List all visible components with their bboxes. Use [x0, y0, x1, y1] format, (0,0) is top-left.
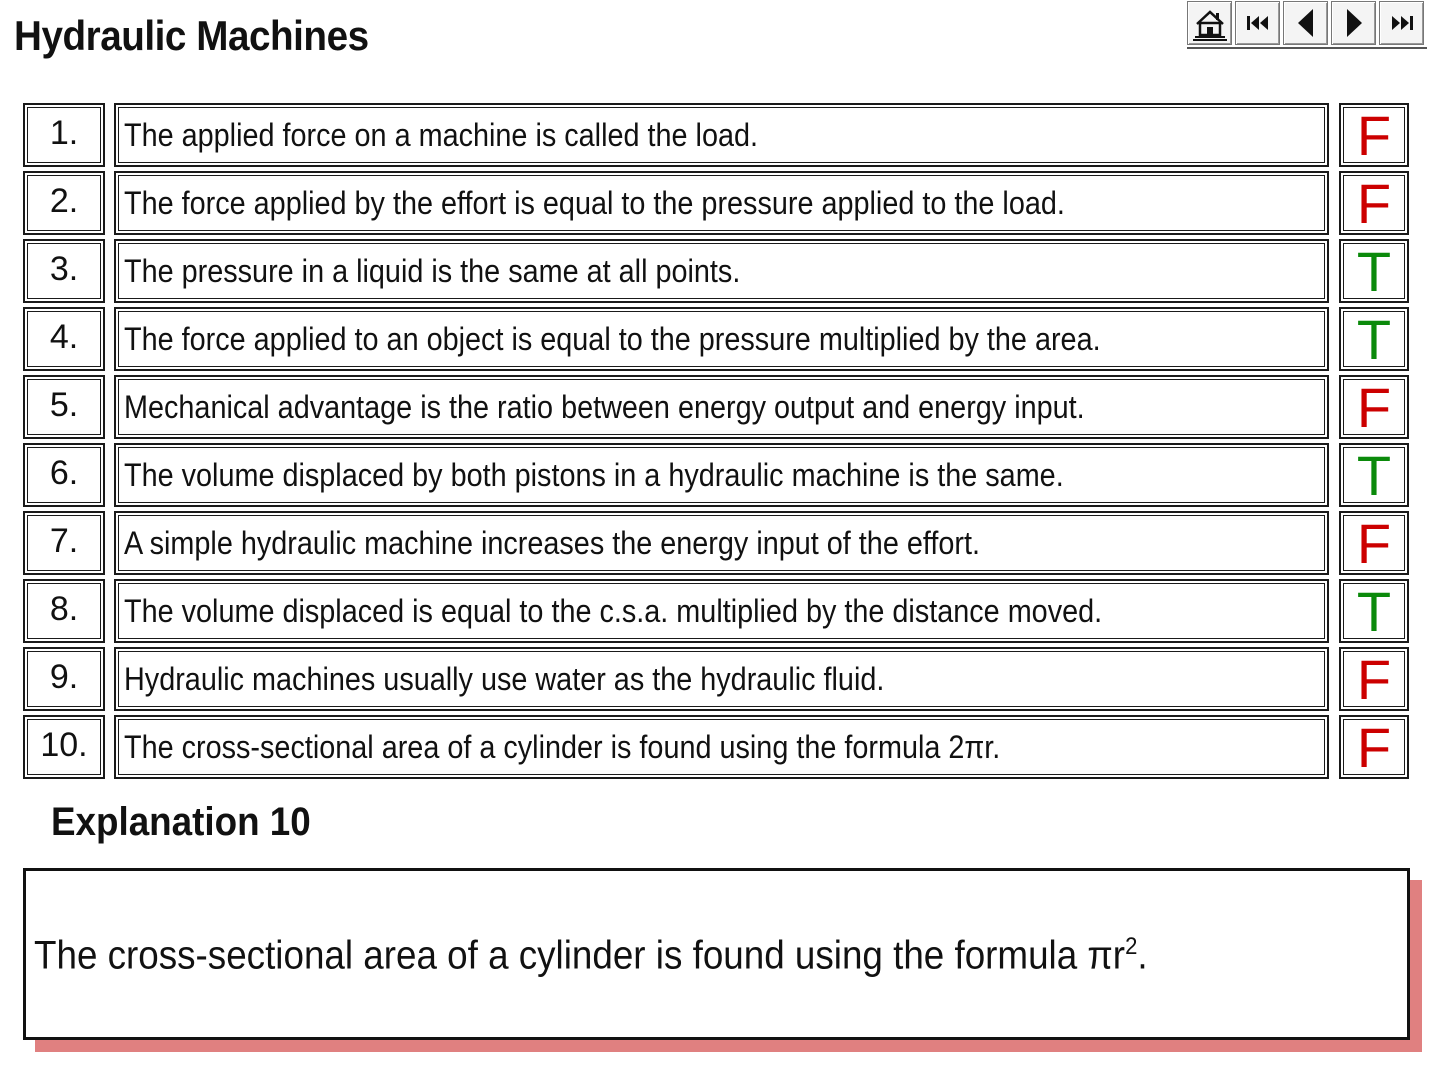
question-number: 6.: [23, 443, 105, 507]
answer-box[interactable]: F: [1339, 715, 1409, 779]
answer-box[interactable]: F: [1339, 511, 1409, 575]
statement-text: The cross-sectional area of a cylinder is found using the formula 2πr.: [124, 729, 1001, 765]
previous-icon: [1293, 6, 1319, 40]
explanation-text: [34, 933, 1148, 978]
statement-text: Mechanical advantage is the ratio between energy output and energy input.: [124, 389, 1085, 425]
home-button[interactable]: [1187, 1, 1232, 45]
question-statement: [114, 103, 1329, 167]
statement-text: The force applied by the effort is equal to the pressure applied to the load.: [124, 185, 1065, 221]
question-number: 8.: [23, 579, 105, 643]
explanation-title: Explanation 10: [51, 800, 311, 844]
question-number: 9.: [23, 647, 105, 711]
answer-box[interactable]: T: [1339, 579, 1409, 643]
question-number: 4.: [23, 307, 105, 371]
question-row: [23, 647, 1410, 711]
page-title: Hydraulic Machines: [14, 12, 369, 59]
question-row: [23, 307, 1410, 371]
question-row: [23, 579, 1410, 643]
question-statement: [114, 171, 1329, 235]
statement-text: The applied force on a machine is called the load.: [124, 117, 758, 153]
last-button[interactable]: [1379, 1, 1424, 45]
question-statement: [114, 443, 1329, 507]
skip-first-icon: [1245, 13, 1271, 33]
explanation-box: [23, 868, 1410, 1040]
answer-box[interactable]: F: [1339, 103, 1409, 167]
question-number: 5.: [23, 375, 105, 439]
answer-box[interactable]: F: [1339, 375, 1409, 439]
statement-text: The volume displaced by both pistons in a hydraulic machine is the same.: [124, 457, 1064, 493]
answer-box[interactable]: T: [1339, 307, 1409, 371]
question-row: [23, 511, 1410, 575]
question-statement: [114, 715, 1329, 779]
answer-box[interactable]: T: [1339, 239, 1409, 303]
question-statement: [114, 647, 1329, 711]
previous-button[interactable]: [1283, 1, 1328, 45]
home-icon: [1191, 4, 1229, 42]
answer-box[interactable]: T: [1339, 443, 1409, 507]
question-statement: [114, 239, 1329, 303]
question-row: [23, 103, 1410, 167]
explanation-text-end: .: [1137, 933, 1148, 978]
statement-text: The force applied to an object is equal to the pressure multiplied by the area.: [124, 321, 1101, 357]
next-icon: [1341, 6, 1367, 40]
question-number: 1.: [23, 103, 105, 167]
question-row: [23, 239, 1410, 303]
statement-text: The pressure in a liquid is the same at all points.: [124, 253, 741, 289]
question-number: 3.: [23, 239, 105, 303]
question-number: 7.: [23, 511, 105, 575]
question-statement: [114, 375, 1329, 439]
question-row: [23, 443, 1410, 507]
question-number: 10.: [23, 715, 105, 779]
question-number: 2.: [23, 171, 105, 235]
question-statement: [114, 307, 1329, 371]
question-row: [23, 171, 1410, 235]
navigation-bar: [1187, 1, 1427, 49]
explanation-superscript: 2: [1125, 933, 1138, 960]
question-statement: [114, 511, 1329, 575]
next-button[interactable]: [1331, 1, 1376, 45]
question-row: [23, 715, 1410, 779]
statement-text: The volume displaced is equal to the c.s.a. multiplied by the distance moved.: [124, 593, 1103, 629]
question-row: [23, 375, 1410, 439]
answer-box[interactable]: F: [1339, 171, 1409, 235]
explanation-text-main: The cross-sectional area of a cylinder is found using the formula πr: [34, 933, 1126, 978]
first-button[interactable]: [1235, 1, 1280, 45]
skip-last-icon: [1389, 13, 1415, 33]
answer-box[interactable]: F: [1339, 647, 1409, 711]
statement-text: A simple hydraulic machine increases the energy input of the effort.: [124, 525, 980, 561]
question-statement: [114, 579, 1329, 643]
statement-text: Hydraulic machines usually use water as the hydraulic fluid.: [124, 661, 885, 697]
